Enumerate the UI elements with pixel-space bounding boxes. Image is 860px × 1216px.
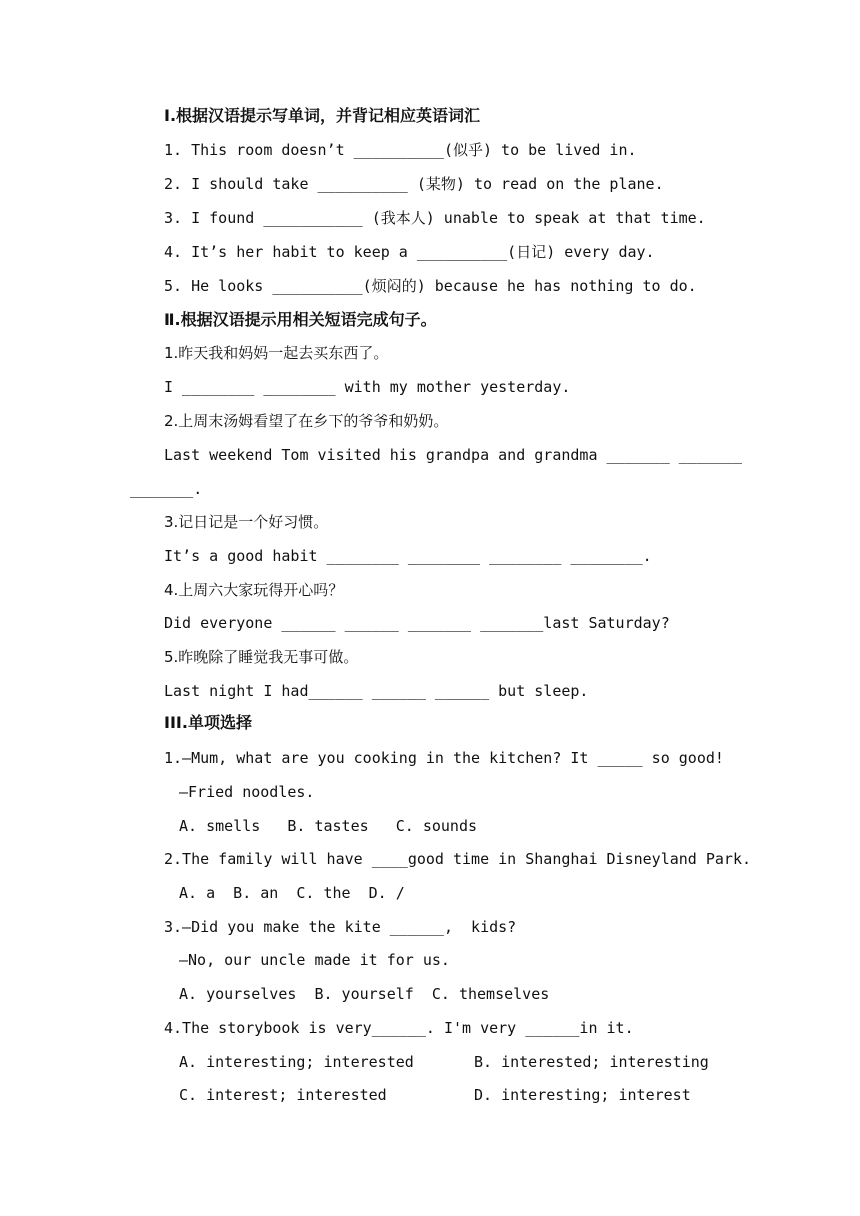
- q1-reply: —Fried noodles.: [179, 783, 315, 801]
- section-2-item-1-en: I ________ ________ with my mother yesterday.: [164, 378, 571, 396]
- section-2-item-2-cn: 2.上周末汤姆看望了在乡下的爷爷和奶奶。: [164, 412, 449, 430]
- section-2-item-3-en: It’s a good habit ________ ________ ________ ________.: [164, 547, 652, 565]
- q2-options: A. a B. an C. the D. /: [179, 884, 405, 902]
- section-2-item-2-en: Last weekend Tom visited his grandpa and grandma _______ _______: [164, 446, 742, 464]
- section-2-item-5-en: Last night I had______ ______ ______ but sleep.: [164, 682, 589, 700]
- q2-question: 2.The family will have ____good time in Shanghai Disneyland Park.: [164, 850, 751, 868]
- section-1-item-3: 3. I found ___________ (我本人) unable to speak at that time.: [164, 209, 706, 227]
- section-2-item-1-cn: 1.昨天我和妈妈一起去买东西了。: [164, 344, 389, 362]
- section-2-item-2-en-cont: _______.: [130, 480, 203, 498]
- q4-option-d: D. interesting; interest: [474, 1086, 691, 1104]
- section-1-item-4: 4. It’s her habit to keep a __________(日记) every day.: [164, 243, 655, 261]
- section-1-item-1: 1. This room doesn’t __________(似乎) to be lived in.: [164, 141, 637, 159]
- q3-options: A. yourselves B. yourself C. themselves: [179, 985, 550, 1003]
- section-2-title: Ⅱ.根据汉语提示用相关短语完成句子。: [164, 310, 437, 329]
- q3-question: 3.—Did you make the kite ______, kids?: [164, 918, 517, 936]
- q4-option-c: C. interest; interested: [179, 1086, 387, 1104]
- q1-options: A. smells B. tastes C. sounds: [179, 817, 478, 835]
- q4-option-b: B. interested; interesting: [474, 1053, 709, 1071]
- q4-question: 4.The storybook is very______. I'm very ______in it.: [164, 1019, 634, 1037]
- section-3-title: III.单项选择: [164, 713, 252, 732]
- section-2-item-4-cn: 4.上周六大家玩得开心吗？: [164, 581, 344, 599]
- section-2-item-3-cn: 3.记日记是一个好习惯。: [164, 513, 329, 531]
- q4-option-a: A. interesting; interested: [179, 1053, 414, 1071]
- q1-question: 1.—Mum, what are you cooking in the kitchen? It _____ so good!: [164, 749, 724, 767]
- q3-reply: —No, our uncle made it for us.: [179, 951, 450, 969]
- section-2-item-4-en: Did everyone ______ ______ _______ _______last Saturday?: [164, 614, 670, 632]
- section-1-item-2: 2. I should take __________ (某物) to read on the plane.: [164, 175, 664, 193]
- section-2-item-5-cn: 5.昨晚除了睡觉我无事可做。: [164, 648, 359, 666]
- section-1-title: Ⅰ.根据汉语提示写单词，并背记相应英语词汇: [164, 106, 481, 125]
- section-1-item-5: 5. He looks __________(烦闷的) because he has nothing to do.: [164, 277, 697, 295]
